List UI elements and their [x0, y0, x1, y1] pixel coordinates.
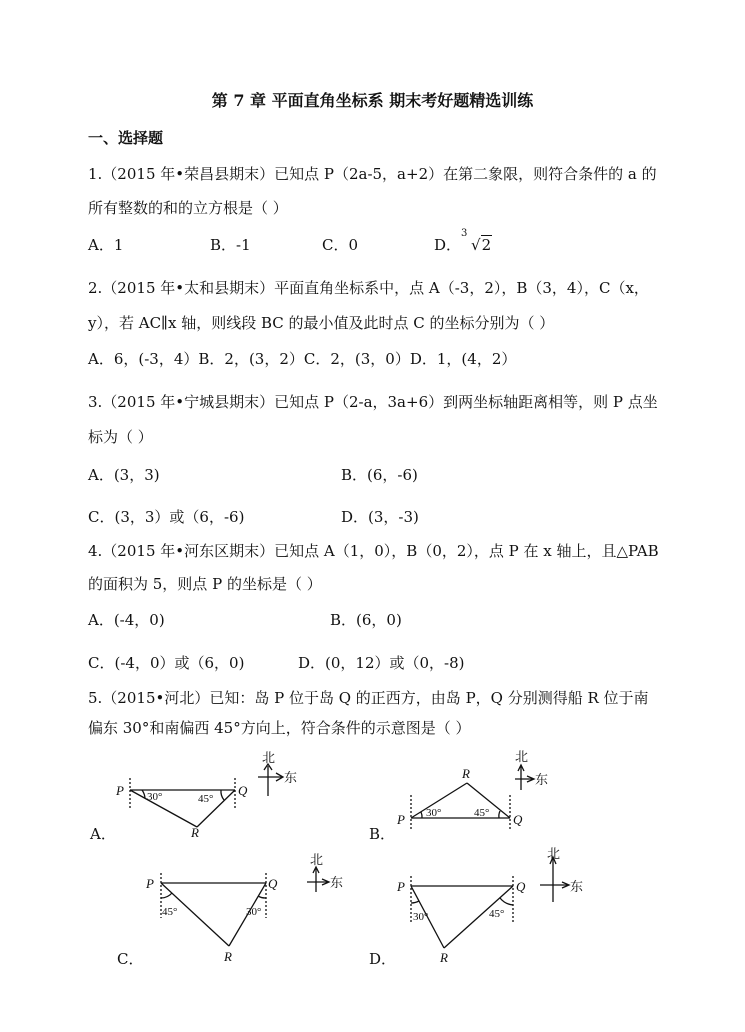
diagram-a-angle-arc-p — [142, 790, 145, 798]
diagram-d-compass-east-arrow — [562, 882, 569, 888]
diagram-c-angle-45: 45° — [162, 906, 178, 918]
question-4-line-2: 的面积为 5，则点 P 的坐标是（ ） — [88, 575, 322, 593]
diagram-d-angle-30: 30° — [413, 911, 429, 923]
diagram-a-segment-qr — [197, 790, 235, 827]
diagram-c-compass-east-arrow — [322, 879, 329, 885]
diagram-d-angle-arc-p — [411, 901, 419, 903]
diagram-b-segment-qr — [467, 783, 510, 818]
diagram-a-label-q: Q — [238, 783, 248, 798]
diagram-a-angle-45: 45° — [198, 793, 214, 805]
diagram-d-label-q: Q — [516, 879, 526, 894]
question-2-line-2: y），若 AC∥x 轴，则线段 BC 的最小值及此时点 C 的坐标分别为（ ） — [88, 314, 555, 332]
diagram-d-north-label: 北 — [547, 846, 561, 861]
diagram-d-angle-arc-q — [500, 898, 513, 905]
diagram-b-angle-30: 30° — [426, 807, 442, 819]
question-3-option-c: C．(3，3）或（6，-6) — [88, 508, 245, 526]
diagram-c-east-label: 东 — [330, 875, 344, 890]
diagram-b-compass-east-arrow — [527, 776, 534, 782]
question-4-option-b: B．(6，0) — [330, 611, 402, 629]
diagram-c — [161, 867, 329, 946]
diagram-a-compass-north-arrow — [264, 764, 272, 770]
question-1-line-2: 所有整数的和的立方根是（ ） — [88, 199, 288, 217]
diagram-b-angle-45: 45° — [474, 807, 490, 819]
question-4-line-1: 4.（2015 年•河东区期末）已知点 A（1，0），B（0，2），点 P 在 x 轴上，且△PAB — [88, 542, 659, 560]
question-3-option-b: B．(6，-6) — [341, 466, 418, 484]
diagram-d-compass-north-arrow — [550, 857, 556, 864]
diagram-b-angle-arc-p — [421, 812, 422, 818]
question-5-option-b: B． — [369, 825, 396, 843]
diagram-a-compass-east-arrow — [276, 773, 283, 781]
question-4-option-d: D．(0，12）或（0，-8) — [298, 654, 465, 672]
diagram-d-angle-45: 45° — [489, 908, 505, 920]
diagram-b-label-p: P — [397, 812, 405, 827]
question-3-option-a: A．(3，3) — [88, 466, 160, 484]
diagram-a — [130, 764, 283, 827]
diagram-c-angle-30: 30° — [246, 906, 262, 918]
question-1-line-1: 1.（2015 年•荣昌县期末）已知点 P（2a-5，a+2）在第二象限，则符合条件的 a 的 — [88, 165, 657, 183]
question-1-option-d — [434, 228, 492, 255]
diagram-d — [411, 857, 569, 948]
diagram-d-label-p: P — [397, 879, 405, 894]
question-2-line-1: 2.（2015 年•太和县期末）平面直角坐标系中，点 A（-3，2），B（3，4），C（x， — [88, 279, 649, 297]
diagram-c-north-label: 北 — [310, 852, 324, 867]
diagram-c-label-r: R — [224, 949, 232, 964]
diagram-b-label-q: Q — [513, 812, 523, 827]
diagram-c-angle-arc-p — [161, 893, 172, 898]
diagram-b-angle-arc-q — [499, 811, 500, 818]
diagram-c-label-p: P — [146, 876, 154, 891]
page-title: 第 7 章 平面直角坐标系 期末考好题精选训练 — [211, 91, 534, 110]
question-2-options: A．6，(-3，4）B．2，(3，2）C．2，(3，0）D．1，(4，2） — [88, 350, 517, 368]
diagram-a-label-r: R — [191, 825, 199, 840]
question-5-option-a: A． — [90, 825, 116, 843]
question-1-option-c: C．0 — [322, 236, 359, 254]
diagram-c-segment-pr — [161, 883, 229, 946]
diagram-d-segment-pr — [411, 886, 444, 948]
question-5-option-c: C． — [117, 950, 144, 968]
diagram-c-segment-qr — [229, 883, 266, 946]
question-5-option-d: D． — [369, 950, 397, 968]
diagram-d-label-r: R — [440, 950, 448, 965]
diagram-a-angle-30: 30° — [147, 791, 163, 803]
diagram-b-segment-pr — [411, 783, 467, 818]
diagram-a-angle-arc-q — [221, 790, 224, 800]
diagram-c-angle-arc-q — [258, 896, 266, 898]
question-1-option-d-label: D． — [434, 236, 462, 254]
radical-sign: √ — [471, 236, 481, 254]
diagram-b-east-label: 东 — [535, 772, 549, 787]
section-heading: 一、选择题 — [88, 129, 164, 147]
question-5-line-1: 5.（2015•河北）已知：岛 P 位于岛 Q 的正西方，由岛 P，Q 分别测得船 R 位于南 — [88, 689, 649, 707]
diagram-a-label-p: P — [116, 783, 124, 798]
diagram-b — [411, 765, 534, 830]
question-3-option-d: D．(3，-3) — [341, 508, 419, 526]
cube-root-index: 3 — [461, 228, 468, 239]
diagram-c-compass-north-arrow — [313, 867, 319, 873]
diagram-b-compass-north-arrow — [518, 765, 524, 771]
diagram-b-label-r: R — [462, 766, 470, 781]
question-1-option-a: A．1 — [88, 236, 124, 254]
cube-root-expression — [461, 228, 492, 254]
diagram-c-label-q: Q — [268, 876, 278, 891]
question-4-option-c: C．(-4，0）或（6，0) — [88, 654, 245, 672]
diagram-d-east-label: 东 — [570, 879, 584, 894]
diagram-a-east-label: 东 — [284, 770, 298, 785]
diagram-a-segment-pr — [130, 790, 197, 827]
diagram-b-north-label: 北 — [515, 749, 529, 764]
diagram-d-segment-qr — [444, 886, 513, 948]
question-4-option-a: A．(-4，0) — [88, 611, 165, 629]
question-3-line-2: 标为（ ） — [88, 428, 153, 446]
question-5-line-2: 偏东 30°和南偏西 45°方向上，符合条件的示意图是（ ） — [88, 719, 471, 737]
question-3-line-1: 3.（2015 年•宁城县期末）已知点 P（2-a，3a+6）到两坐标轴距离相等，则 P 点坐 — [88, 393, 658, 411]
cube-root-radicand: 2 — [481, 236, 492, 254]
diagram-a-north-label: 北 — [262, 750, 276, 765]
question-1-option-b: B．-1 — [210, 236, 251, 254]
